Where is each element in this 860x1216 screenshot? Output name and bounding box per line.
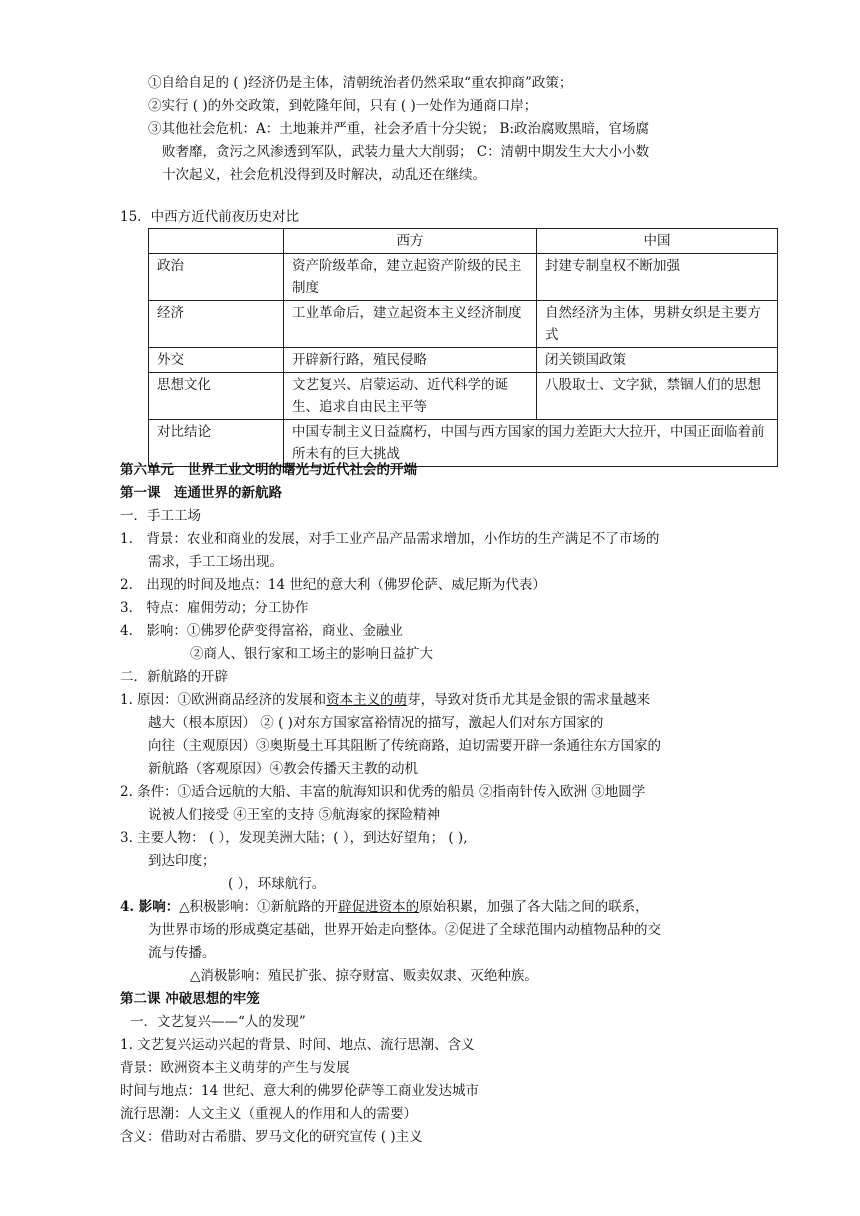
table-header-empty xyxy=(149,229,284,254)
table-header-west: 西方 xyxy=(284,229,537,254)
list-item: 4． 影响：①佛罗伦萨变得富裕，商业、金融业 xyxy=(120,623,403,639)
paragraph-thought: 流行思潮：人文主义（重视人的作用和人的需要） xyxy=(120,1106,417,1122)
intro-point-3-line-2: 败奢靡，贪污之风渗透到军队，武装力量大大削弱； C：清朝中期发生大大小小数 xyxy=(162,144,650,160)
row-china: 自然经济为主体，男耕女织是主要方式 xyxy=(537,301,778,348)
list-item-continued: ②商人、银行家和工场主的影响日益扩大 xyxy=(190,646,433,662)
underlined-text: 资本主义的萌 xyxy=(326,692,408,708)
list-item: 2． 出现的时间及地点：14 世纪的意大利（佛罗伦萨、威尼斯为代表） xyxy=(120,577,546,593)
intro-point-2: ②实行 ( )的外交政策，到乾隆年间，只有 ( )一处作为通商口岸； xyxy=(148,98,538,114)
list-item-continued: 向往（主观原因）③奥斯曼土耳其阻断了传统商路，迫切需要开辟一条通往东方国家的 xyxy=(148,738,661,754)
paragraph-time-place: 时间与地点：14 世纪、意大利的佛罗伦萨等工商业发达城市 xyxy=(120,1083,479,1099)
list-item-continued: 流与传播。 xyxy=(148,945,216,961)
row-china: 八股取士、文字狱，禁锢人们的思想 xyxy=(537,373,778,420)
list-item: 1. 文艺复兴运动兴起的背景、时间、地点、流行思潮、含义 xyxy=(120,1037,475,1053)
list-item-continued: 到达印度； xyxy=(148,853,216,869)
list-item-continued: 新航路（客观原因）④教会传播天主教的动机 xyxy=(148,761,418,777)
list-item-continued: △消极影响：殖民扩张、掠夺财富、贩卖奴隶、灭绝种族。 xyxy=(190,968,538,984)
table-row xyxy=(149,373,778,420)
row-west: 文艺复兴、启蒙运动、近代科学的诞生、追求自由民主平等 xyxy=(284,373,537,420)
list-item-impact xyxy=(120,896,649,918)
row-west: 资产阶级革命，建立起资产阶级的民主制度 xyxy=(284,254,537,301)
row-label: 思想文化 xyxy=(149,373,284,420)
row-west: 开辟新行路，殖民侵略 xyxy=(284,348,537,373)
reasons-text: 1. 原因：①欧洲商品经济的发展和 xyxy=(120,692,327,708)
table-title: 15．中西方近代前夜历史对比 xyxy=(120,209,300,225)
section-heading-workshop: 一．手工工场 xyxy=(120,508,201,524)
row-west: 工业革命后，建立起资本主义经济制度 xyxy=(284,301,537,348)
table-row xyxy=(149,301,778,348)
list-item-reasons xyxy=(120,689,650,711)
list-item-continued: 越大（根本原因） ② ( )对东方国家富裕情况的描写，激起人们对东方国家的 xyxy=(148,715,604,731)
section-heading-new-routes: 二．新航路的开辟 xyxy=(120,669,228,685)
list-item-continued: 需求，手工工场出现。 xyxy=(148,554,283,570)
intro-point-1: ①自给自足的 ( )经济仍是主体，清朝统治者仍然采取“重农抑商”政策； xyxy=(148,75,573,91)
row-label: 政治 xyxy=(149,254,284,301)
conclusion-label: 对比结论 xyxy=(149,420,284,467)
paragraph-background: 背景：欧洲资本主义萌芽的产生与发展 xyxy=(120,1060,350,1076)
table-row xyxy=(149,254,778,301)
reasons-text-cont: 芽，导致对货币尤其是金银的需求量越来 xyxy=(407,692,651,708)
impact-heading: 4. 影响： xyxy=(120,899,180,915)
lesson-2-title: 第二课 冲破思想的牢笼 xyxy=(120,991,260,1007)
impact-text-cont: 原始积累，加强了各大陆之间的联系， xyxy=(419,899,649,915)
comparison-table xyxy=(148,228,778,467)
table-header-china: 中国 xyxy=(537,229,778,254)
row-label: 经济 xyxy=(149,301,284,348)
intro-point-3-line-1: ③其他社会危机：A：土地兼并严重，社会矛盾十分尖锐； B:政治腐败黑暗，官场腐 xyxy=(148,121,650,137)
table-row xyxy=(149,348,778,373)
table-header-row xyxy=(149,229,778,254)
lesson-1-title: 第一课 连通世界的新航路 xyxy=(120,485,282,501)
list-item-continued: 为世界市场的形成奠定基础，世界开始走向整体。②促进了全球范围内动植物品种的交 xyxy=(148,922,661,938)
impact-text: △积极影响：①新航路的开 xyxy=(179,899,339,915)
list-item: 1． 背景：农业和商业的发展，对手工业产品产品需求增加，小作坊的生产满足不了市场的 xyxy=(120,531,660,547)
unit-title: 第六单元 世界工业文明的曙光与近代社会的开端 xyxy=(120,462,417,478)
section-heading-renaissance: 一．文艺复兴——“人的发现” xyxy=(130,1014,306,1030)
row-label: 外交 xyxy=(149,348,284,373)
conclusion-text: 中国专制主义日益腐朽，中国与西方国家的国力差距大大拉开，中国正面临着前所未有的巨大挑战 xyxy=(284,420,778,467)
list-item-figures: 3. 主要人物： ( ），发现美洲大陆；( ），到达好望角； ( ), xyxy=(120,830,468,846)
intro-point-3-line-3: 十次起义，社会危机没得到及时解决，动乱还在继续。 xyxy=(162,167,486,183)
row-china: 封建专制皇权不断加强 xyxy=(537,254,778,301)
list-item-conditions: 2. 条件：①适合远航的大船、丰富的航海知识和优秀的船员 ②指南针传入欧洲 ③地圆学 xyxy=(120,784,646,800)
list-item-continued: ( ），环球航行。 xyxy=(228,876,326,892)
row-china: 闭关锁国政策 xyxy=(537,348,778,373)
underlined-text: 辟促进资本的 xyxy=(338,899,420,915)
list-item: 3． 特点：雇佣劳动；分工协作 xyxy=(120,600,309,616)
paragraph-meaning: 含义：借助对古希腊、罗马文化的研究宣传 ( )主义 xyxy=(120,1129,423,1145)
list-item-continued: 说被人们接受 ④王室的支持 ⑤航海家的探险精神 xyxy=(148,807,441,823)
